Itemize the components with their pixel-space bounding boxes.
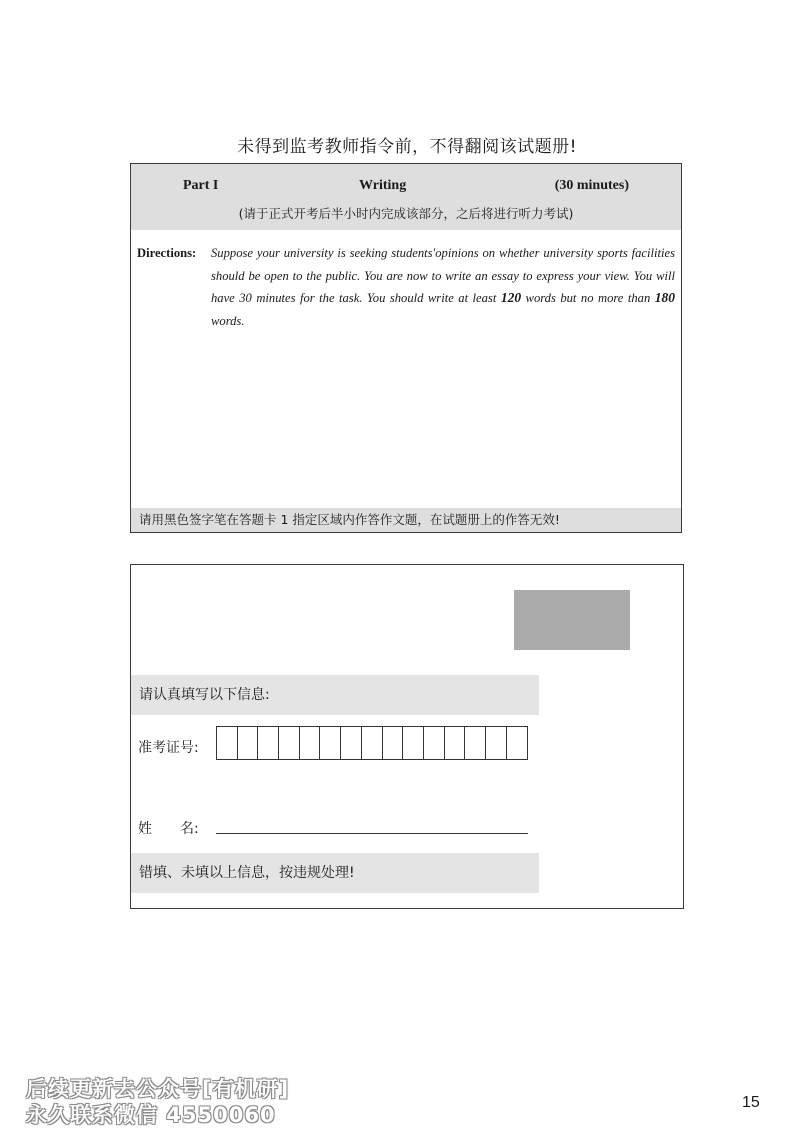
directions-text-part: Suppose your university is seeking students'opinions on whether university sports facilities should be open to the public. You are now to write an essay to express your view. You will have 30 minutes for the task. You should write at least [211, 246, 675, 305]
directions-text-part: words. [211, 313, 245, 328]
directions-text [211, 242, 675, 332]
candidate-info-card [130, 564, 684, 909]
watermark-line: 永久联系微信 4550060 [26, 1103, 276, 1127]
exam-id-digit-box[interactable] [258, 727, 279, 759]
exam-id-digit-box[interactable] [341, 727, 362, 759]
exam-id-digit-box[interactable] [279, 727, 300, 759]
section-subtitle: (请于正式开考后半小时内完成该部分，之后将进行听力考试) [238, 206, 574, 221]
time-limit: (30 minutes) [554, 178, 629, 193]
barcode-area [514, 590, 630, 650]
watermark [26, 1076, 289, 1128]
exam-id-boxes[interactable] [216, 726, 528, 760]
exam-id-digit-box[interactable] [465, 727, 486, 759]
exam-id-digit-box[interactable] [238, 727, 259, 759]
directions-text-part: words but no more than [521, 291, 655, 305]
section-title: Writing [359, 178, 407, 193]
exam-id-digit-box[interactable] [486, 727, 507, 759]
directions-label: Directions: [137, 246, 197, 260]
exam-id-digit-box[interactable] [424, 727, 445, 759]
exam-id-digit-box[interactable] [217, 727, 238, 759]
part-label: Part I [183, 178, 219, 193]
name-field[interactable] [216, 833, 528, 834]
name-label: 姓 名: [138, 821, 199, 837]
min-words: 120 [500, 290, 522, 305]
exam-id-digit-box[interactable] [362, 727, 383, 759]
exam-id-digit-box[interactable] [445, 727, 466, 759]
max-words: 180 [654, 290, 675, 305]
exam-id-digit-box[interactable] [320, 727, 341, 759]
exam-notice: 未得到监考教师指令前，不得翻阅该试题册! [237, 137, 577, 157]
writing-section [130, 163, 682, 533]
exam-id-label: 准考证号: [138, 740, 199, 756]
fill-prompt: 请认真填写以下信息: [131, 675, 539, 715]
page-number: 15 [742, 1094, 760, 1111]
exam-id-digit-box[interactable] [383, 727, 404, 759]
writing-section-header [131, 164, 681, 230]
exam-id-digit-box[interactable] [300, 727, 321, 759]
exam-id-digit-box[interactable] [507, 727, 528, 759]
watermark-line: 后续更新去公众号[有机研] [26, 1077, 290, 1101]
answer-sheet-note: 请用黑色签字笔在答题卡 1 指定区域内作答作文题，在试题册上的作答无效! [131, 508, 681, 532]
directions [137, 242, 675, 332]
exam-id-digit-box[interactable] [403, 727, 424, 759]
violation-warning: 错填、未填以上信息，按违规处理! [131, 853, 539, 893]
